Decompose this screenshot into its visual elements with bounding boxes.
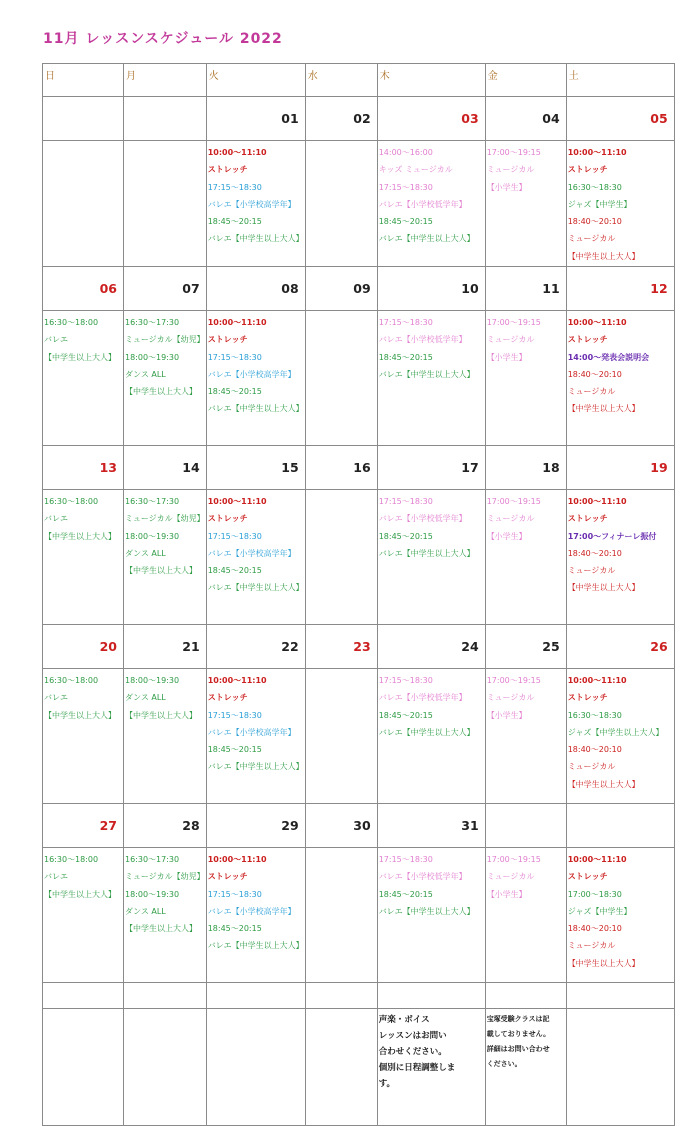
lesson-line: 【小学生】	[486, 531, 527, 541]
blank-cell	[377, 983, 485, 1009]
date-cell	[566, 804, 674, 848]
lesson-line: ジャズ【中学生】	[567, 199, 632, 209]
lesson-line: 17:00〜19:15	[486, 855, 541, 864]
day-events-cell	[566, 311, 674, 446]
lesson-line: ミュージカル	[567, 762, 616, 772]
date-cell	[43, 625, 124, 669]
lesson-line: ミュージカル【幼児】	[125, 335, 205, 345]
lesson-line: 【中学生以上大人】	[44, 889, 116, 899]
date-cell	[485, 804, 566, 848]
weekday-label: 水	[307, 71, 318, 82]
day-events-cell	[305, 848, 377, 983]
date-number: 12	[650, 281, 668, 296]
date-cell	[206, 446, 305, 490]
events-row	[43, 669, 675, 804]
day-events-cell	[566, 490, 674, 625]
day-events-cell	[485, 311, 566, 446]
lesson-line: ストレッチ	[207, 165, 248, 175]
date-cell	[206, 267, 305, 311]
lesson-line: ストレッチ	[567, 165, 608, 175]
lesson-line: 14:00〜16:00	[378, 148, 433, 157]
date-row	[43, 97, 675, 141]
lesson-line: 18:45〜20:15	[207, 217, 262, 227]
lesson-line: ストレッチ	[207, 335, 248, 345]
date-row	[43, 625, 675, 669]
lesson-line: バレエ【中学生以上大人】	[378, 548, 475, 558]
date-number: 13	[99, 460, 117, 475]
weekday-header-cell	[124, 64, 207, 97]
lesson-line: ミュージカル	[486, 335, 535, 345]
lesson-line: 17:15〜18:30	[207, 531, 262, 541]
date-row	[43, 804, 675, 848]
lesson-line: 10:00〜11:10	[207, 318, 267, 327]
day-events-cell	[305, 141, 377, 267]
date-number: 30	[353, 818, 371, 833]
lesson-line: 16:30〜18:00	[44, 318, 99, 327]
lesson-line: ストレッチ	[207, 693, 248, 703]
lesson-line: バレエ【中学生以上大人】	[207, 234, 304, 244]
day-events-cell	[43, 490, 124, 625]
day-events-cell	[485, 141, 566, 267]
lesson-line: 18:40〜20:10	[567, 745, 622, 755]
lesson-line: ダンス ALL	[125, 906, 166, 916]
events-row	[43, 848, 675, 983]
date-number: 16	[353, 460, 371, 475]
date-cell	[566, 267, 674, 311]
lesson-line: 【小学生】	[486, 352, 527, 362]
date-cell	[485, 97, 566, 141]
lesson-line: 18:00〜19:30	[125, 889, 180, 899]
notes-cell	[124, 1009, 207, 1126]
lesson-line: 16:30〜17:30	[125, 318, 180, 327]
day-events-cell	[124, 141, 207, 267]
date-number: 24	[461, 639, 479, 654]
date-cell	[206, 97, 305, 141]
weekday-header-cell	[566, 64, 674, 97]
lesson-line: バレエ【中学生以上大人】	[378, 727, 475, 737]
lesson-line: 17:15〜18:30	[378, 855, 433, 864]
date-cell	[485, 446, 566, 490]
lesson-line: 17:15〜18:30	[207, 889, 262, 899]
weekday-label: 木	[379, 71, 390, 82]
day-events-cell	[43, 141, 124, 267]
day-events-cell	[485, 669, 566, 804]
day-events-cell	[377, 311, 485, 446]
weekday-label: 月	[126, 71, 136, 82]
lesson-line: バレエ【中学生以上大人】	[207, 941, 304, 951]
lesson-line: ストレッチ	[567, 872, 608, 882]
lesson-line: 14:00〜発表会説明会	[567, 352, 650, 362]
blank-cell	[124, 983, 207, 1009]
date-number: 10	[461, 281, 479, 296]
lesson-line: 18:45〜20:15	[378, 889, 433, 899]
date-cell	[485, 267, 566, 311]
date-cell	[206, 625, 305, 669]
lesson-line: 18:00〜19:30	[125, 531, 180, 541]
lesson-line: 17:15〜18:30	[378, 497, 433, 506]
lesson-line: バレエ【小学校高学年】	[207, 548, 296, 558]
lesson-line: ミュージカル	[567, 387, 616, 397]
lesson-line: 17:15〜18:30	[378, 676, 433, 685]
day-events-cell	[485, 848, 566, 983]
lesson-line: 16:30〜18:00	[44, 855, 99, 864]
date-number: 20	[99, 639, 117, 654]
day-events-cell	[43, 848, 124, 983]
date-cell	[566, 446, 674, 490]
date-cell	[377, 267, 485, 311]
lesson-line: 10:00〜11:10	[207, 148, 267, 157]
weekday-label: 火	[208, 71, 219, 82]
date-number: 21	[182, 639, 200, 654]
date-number: 18	[542, 460, 560, 475]
lesson-line: ストレッチ	[567, 335, 608, 345]
lesson-line: ミュージカル	[567, 941, 616, 951]
date-cell	[305, 267, 377, 311]
lesson-line: 【中学生以上大人】	[567, 404, 640, 414]
lesson-line: バレエ【小学校低学年】	[378, 514, 467, 524]
events-row	[43, 490, 675, 625]
lesson-line: ジャズ【中学生】	[567, 906, 632, 916]
date-cell	[305, 97, 377, 141]
date-number: 22	[281, 639, 299, 654]
lesson-line: バレエ【中学生以上大人】	[207, 404, 304, 414]
takarazuka-note-line: ください。	[486, 1060, 522, 1068]
date-cell	[206, 804, 305, 848]
notes-cell	[43, 1009, 124, 1126]
date-cell	[43, 804, 124, 848]
date-cell	[305, 446, 377, 490]
day-events-cell	[377, 490, 485, 625]
day-events-cell	[305, 490, 377, 625]
date-cell	[377, 804, 485, 848]
lesson-line: 18:40〜20:10	[567, 217, 622, 227]
lesson-line: ミュージカル	[567, 234, 616, 244]
lesson-line: バレエ【中学生以上大人】	[378, 234, 475, 244]
page-title: 11月 レッスンスケジュール 2022	[43, 31, 283, 47]
weekday-header-cell	[43, 64, 124, 97]
lesson-line: 【中学生以上大人】	[125, 387, 197, 397]
lesson-line: ミュージカル【幼児】	[125, 514, 205, 524]
date-number: 19	[650, 460, 668, 475]
blank-cell	[566, 983, 674, 1009]
date-number: 17	[461, 460, 479, 475]
date-number: 31	[461, 818, 479, 833]
lesson-line: バレエ【中学生以上大人】	[378, 906, 475, 916]
lesson-line: バレエ【小学校高学年】	[207, 369, 296, 379]
date-cell	[124, 804, 207, 848]
lesson-line: 16:30〜18:00	[44, 497, 99, 506]
date-cell	[124, 625, 207, 669]
weekday-header-cell	[377, 64, 485, 97]
date-row	[43, 446, 675, 490]
lesson-line: ミュージカル	[486, 693, 535, 703]
weekday-header-row	[43, 64, 675, 97]
lesson-line: ミュージカル【幼児】	[125, 872, 205, 882]
lesson-line: 【小学生】	[486, 182, 527, 192]
blank-cell	[305, 983, 377, 1009]
date-number: 26	[650, 639, 668, 654]
date-number: 01	[281, 111, 299, 126]
weekday-label: 日	[45, 71, 55, 82]
lesson-line: バレエ	[44, 335, 68, 345]
date-cell	[377, 625, 485, 669]
date-number: 06	[99, 281, 117, 296]
day-events-cell	[206, 490, 305, 625]
day-events-cell	[124, 490, 207, 625]
lesson-line: 17:00〜19:15	[486, 318, 541, 327]
blank-row	[43, 983, 675, 1009]
takarazuka-note-line: 宝塚受験クラスは記	[486, 1015, 550, 1023]
date-number: 29	[281, 818, 299, 833]
date-cell	[43, 97, 124, 141]
lesson-line: 17:00〜18:30	[567, 889, 622, 899]
lesson-line: ミュージカル	[486, 872, 535, 882]
lesson-line: 【中学生以上大人】	[125, 924, 197, 934]
date-number: 23	[353, 639, 371, 654]
date-cell	[566, 97, 674, 141]
day-events-cell	[377, 141, 485, 267]
day-events-cell	[206, 848, 305, 983]
lesson-line: 18:45〜20:15	[207, 566, 262, 576]
calendar-table	[42, 63, 675, 1126]
date-number: 15	[281, 460, 299, 475]
lesson-line: ダンス ALL	[125, 548, 166, 558]
weekday-label: 金	[487, 71, 498, 82]
lesson-line: 10:00〜11:10	[207, 676, 267, 685]
lesson-line: 16:30〜17:30	[125, 855, 180, 864]
lesson-line: 10:00〜11:10	[567, 318, 627, 327]
lesson-line: ストレッチ	[567, 514, 608, 524]
lesson-line: バレエ【小学校低学年】	[378, 335, 467, 345]
lesson-line: ジャズ【中学生以上大人】	[567, 727, 664, 737]
vocal-note-line: 声楽・ボイス	[378, 1015, 430, 1025]
lesson-line: ダンス ALL	[125, 369, 166, 379]
lesson-line: 17:00〜19:15	[486, 148, 541, 157]
lesson-line: 18:45〜20:15	[378, 352, 433, 362]
lesson-line: 16:30〜18:30	[567, 710, 622, 720]
date-cell	[124, 97, 207, 141]
lesson-line: 17:15〜18:30	[207, 352, 262, 362]
vocal-note-line: 合わせください。	[378, 1047, 447, 1057]
lesson-line: 【中学生以上大人】	[125, 566, 197, 576]
lesson-line: バレエ【中学生以上大人】	[207, 762, 304, 772]
notes-cell	[206, 1009, 305, 1126]
date-cell	[377, 97, 485, 141]
day-events-cell	[566, 669, 674, 804]
lesson-line: 18:00〜19:30	[125, 676, 180, 685]
lesson-line: 17:15〜18:30	[378, 318, 433, 327]
date-cell	[43, 446, 124, 490]
day-events-cell	[305, 311, 377, 446]
lesson-line: 【中学生以上大人】	[44, 710, 116, 720]
day-events-cell	[124, 311, 207, 446]
day-events-cell	[124, 669, 207, 804]
lesson-line: 【中学生以上大人】	[125, 710, 197, 720]
events-row	[43, 141, 675, 267]
lesson-line: 10:00〜11:10	[567, 676, 627, 685]
lesson-line: 【中学生以上大人】	[567, 251, 640, 261]
lesson-line: バレエ【小学校低学年】	[378, 872, 467, 882]
lesson-line: 18:45〜20:15	[207, 387, 262, 397]
lesson-line: ミュージカル	[486, 514, 535, 524]
vocal-note-line: す。	[378, 1079, 396, 1089]
events-row	[43, 311, 675, 446]
lesson-line: ミュージカル	[486, 165, 535, 175]
date-number: 05	[650, 111, 668, 126]
lesson-line: 10:00〜11:10	[567, 855, 627, 864]
lesson-line: バレエ【中学生以上大人】	[378, 369, 475, 379]
date-number: 08	[281, 281, 299, 296]
date-cell	[124, 446, 207, 490]
date-number: 09	[353, 281, 371, 296]
day-events-cell	[124, 848, 207, 983]
blank-cell	[43, 983, 124, 1009]
date-cell	[305, 625, 377, 669]
date-cell	[305, 804, 377, 848]
date-row	[43, 267, 675, 311]
lesson-line: バレエ	[44, 872, 68, 882]
lesson-line: 10:00〜11:10	[207, 855, 267, 864]
date-number: 03	[461, 111, 479, 126]
takarazuka-note-line: 詳細はお問い合わせ	[486, 1045, 550, 1053]
lesson-line: 【小学生】	[486, 710, 527, 720]
day-events-cell	[206, 141, 305, 267]
lesson-line: バレエ【小学校低学年】	[378, 199, 467, 209]
day-events-cell	[566, 141, 674, 267]
lesson-line: ストレッチ	[567, 693, 608, 703]
notes-row	[43, 1009, 675, 1126]
lesson-line: 【小学生】	[486, 889, 527, 899]
weekday-header-cell	[305, 64, 377, 97]
date-cell	[566, 625, 674, 669]
date-number: 25	[542, 639, 560, 654]
date-number: 02	[353, 111, 371, 126]
lesson-line: 18:45〜20:15	[378, 710, 433, 720]
vocal-note-line: レッスンはお問い	[378, 1031, 447, 1041]
lesson-line: バレエ【中学生以上大人】	[207, 583, 304, 593]
lesson-line: 17:00〜19:15	[486, 676, 541, 685]
takarazuka-note-line: 載しておりません。	[486, 1030, 551, 1038]
lesson-line: 16:30〜18:30	[567, 182, 622, 192]
lesson-line: 17:00〜フィナーレ振付	[567, 531, 657, 541]
lesson-line: 17:15〜18:30	[207, 182, 262, 192]
date-number: 11	[542, 281, 560, 296]
day-events-cell	[485, 490, 566, 625]
lesson-line: 17:00〜19:15	[486, 497, 541, 506]
date-number: 14	[182, 460, 200, 475]
lesson-line: バレエ	[44, 514, 68, 524]
lesson-line: 10:00〜11:10	[567, 148, 627, 157]
lesson-line: ダンス ALL	[125, 693, 166, 703]
lesson-line: ストレッチ	[207, 872, 248, 882]
lesson-line: バレエ【小学校低学年】	[378, 693, 467, 703]
lesson-line: 18:45〜20:15	[207, 924, 262, 934]
blank-cell	[206, 983, 305, 1009]
lesson-line: 18:40〜20:10	[567, 924, 622, 934]
lesson-line: 10:00〜11:10	[207, 497, 267, 506]
lesson-line: 【中学生以上大人】	[44, 352, 116, 362]
blank-cell	[485, 983, 566, 1009]
notes-cell	[566, 1009, 674, 1126]
date-number: 28	[182, 818, 200, 833]
date-cell	[43, 267, 124, 311]
weekday-header-cell	[206, 64, 305, 97]
lesson-line: 16:30〜18:00	[44, 676, 99, 685]
date-cell	[377, 446, 485, 490]
lesson-line: 18:45〜20:15	[207, 745, 262, 755]
day-events-cell	[206, 669, 305, 804]
notes-cell	[377, 1009, 485, 1126]
lesson-line: ミュージカル	[567, 566, 616, 576]
weekday-label: 土	[568, 71, 579, 82]
weekday-header-cell	[485, 64, 566, 97]
lesson-line: バレエ	[44, 693, 68, 703]
notes-cell	[485, 1009, 566, 1126]
lesson-line: 【中学生以上大人】	[567, 583, 640, 593]
date-number: 04	[542, 111, 560, 126]
lesson-line: バレエ【小学校高学年】	[207, 906, 296, 916]
day-events-cell	[206, 311, 305, 446]
day-events-cell	[43, 311, 124, 446]
lesson-line: 17:15〜18:30	[378, 182, 433, 192]
lesson-line: 17:15〜18:30	[207, 710, 262, 720]
vocal-note-line: 個別に日程調整しま	[378, 1063, 456, 1073]
lesson-line: ストレッチ	[207, 514, 248, 524]
lesson-line: 【中学生以上大人】	[567, 958, 640, 968]
lesson-line: バレエ【小学校高学年】	[207, 199, 296, 209]
lesson-line: 18:00〜19:30	[125, 352, 180, 362]
date-number: 27	[99, 818, 117, 833]
lesson-line: 【中学生以上大人】	[567, 779, 640, 789]
day-events-cell	[566, 848, 674, 983]
lesson-line: キッズ ミュージカル	[378, 165, 453, 175]
notes-cell	[305, 1009, 377, 1126]
lesson-line: 18:45〜20:15	[378, 531, 433, 541]
day-events-cell	[377, 848, 485, 983]
day-events-cell	[377, 669, 485, 804]
lesson-line: 10:00〜11:10	[567, 497, 627, 506]
lesson-line: バレエ【小学校高学年】	[207, 727, 296, 737]
lesson-line: 【中学生以上大人】	[44, 531, 116, 541]
date-cell	[485, 625, 566, 669]
lesson-line: 18:40〜20:10	[567, 369, 622, 379]
day-events-cell	[43, 669, 124, 804]
lesson-line: 16:30〜17:30	[125, 497, 180, 506]
date-number: 07	[182, 281, 200, 296]
lesson-line: 18:40〜20:10	[567, 548, 622, 558]
day-events-cell	[305, 669, 377, 804]
lesson-line: 18:45〜20:15	[378, 217, 433, 227]
date-cell	[124, 267, 207, 311]
